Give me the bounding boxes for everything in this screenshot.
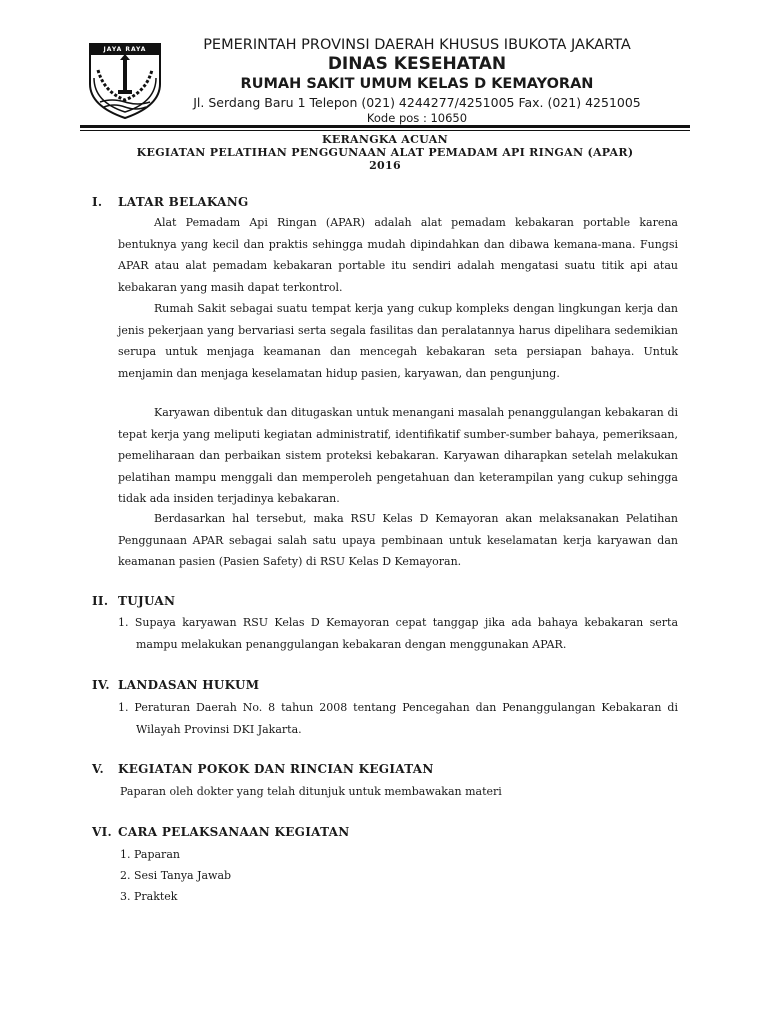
title-line-1: KERANGKA ACUAN <box>322 133 448 146</box>
logo-motto: JAYA RAYA <box>103 46 147 53</box>
letterhead-hospital: RUMAH SAKIT UMUM KELAS D KEMAYORAN <box>240 76 594 92</box>
list-item: 1. Paparan <box>120 848 180 861</box>
letterhead-divider-thin <box>80 130 690 131</box>
section-heading-tujuan: II. TUJUAN <box>92 594 176 608</box>
jakarta-emblem-icon <box>84 40 166 120</box>
section-heading-kegiatan-pokok: V. KEGIATAN POKOK DAN RINCIAN KEGIATAN <box>92 762 434 776</box>
title-line-3: 2016 <box>369 159 401 172</box>
section-text: Paparan oleh dokter yang telah ditunjuk untuk membawakan materi <box>120 785 502 798</box>
letterhead-department: DINAS KESEHATAN <box>327 54 507 74</box>
title-line-2: KEGIATAN PELATIHAN PENGGUNAAN ALAT PEMADAM API RINGAN (APAR) <box>136 146 634 159</box>
letterhead-government: PEMERINTAH PROVINSI DAERAH KHUSUS IBUKOTA JAKARTA <box>203 37 631 53</box>
document-title <box>80 133 690 172</box>
letterhead-postcode: Kode pos : 10650 <box>366 111 468 125</box>
section-heading-cara-pelaksanaan: VI. CARA PELAKSANAAN KEGIATAN <box>92 825 350 839</box>
list-item: 3. Praktek <box>120 890 178 903</box>
list-item: 2. Sesi Tanya Jawab <box>120 869 232 882</box>
paragraph: Alat Pemadam Api Ringan (APAR) adalah alat pemadam kebakaran portable karena bentuknya yang kecil dan praktis sehingga mudah dipindahkan dan dibawa kemana-mana. Fungsi APAR atau alat pemadam kebakaran portable itu sendiri adalah mengatasi suatu titik api atau kebakaran yang masih dapat terkontrol. <box>118 216 678 294</box>
list-item: 1. Supaya karyawan RSU Kelas D Kemayoran cepat tanggap jika ada bahaya kebakaran serta mampu melakukan penanggulangan kebakaran dengan menggunakan APAR. <box>118 616 678 651</box>
letterhead <box>170 36 664 125</box>
paragraph: Rumah Sakit sebagai suatu tempat kerja yang cukup kompleks dengan lingkungan kerja dan jenis pekerjaan yang bervariasi serta segala fasilitas dan peralatannya harus dipelihara sedemikian serupa untuk menjaga keamanan dan mencegah kebakaran seta persiapan bahaya. Untuk menjamin dan menjaga keselamatan hidup pasien, karyawan, dan pengunjung. <box>118 302 678 380</box>
list-item: 1. Peraturan Daerah No. 8 tahun 2008 tentang Pencegahan dan Penanggulangan Kebakaran di Wilayah Provinsi DKI Jakarta. <box>118 701 678 736</box>
paragraph: Karyawan dibentuk dan ditugaskan untuk menangani masalah penanggulangan kebakaran di tepat kerja yang meliputi kegiatan administratif, identifikatif sumber-sumber bahaya, pemeriksaan, pemeliharaan dan perbaikan sistem proteksi kebakaran. Karyawan diharapkan setelah melakukan pelatihan mampu menggali dan memperoleh pengetahuan dan keterampilan yang cukup sehingga tidak ada insiden terjadinya kebakaran. <box>118 406 678 505</box>
letterhead-address: Jl. Serdang Baru 1 Telepon (021) 4244277/4251005 Fax. (021) 4251005 <box>193 95 641 110</box>
section-heading-landasan-hukum: IV. LANDASAN HUKUM <box>92 678 260 692</box>
letterhead-divider <box>80 125 690 128</box>
section-heading-latar-belakang: I. LATAR BELAKANG <box>92 195 249 209</box>
paragraph: Berdasarkan hal tersebut, maka RSU Kelas D Kemayoran akan melaksanakan Pelatihan Penggunaan APAR sebagai salah satu upaya pembinaan untuk keselamatan kerja karyawan dan keamanan pasien (Pasien Safety) di RSU Kelas D Kemayoran. <box>118 512 678 568</box>
